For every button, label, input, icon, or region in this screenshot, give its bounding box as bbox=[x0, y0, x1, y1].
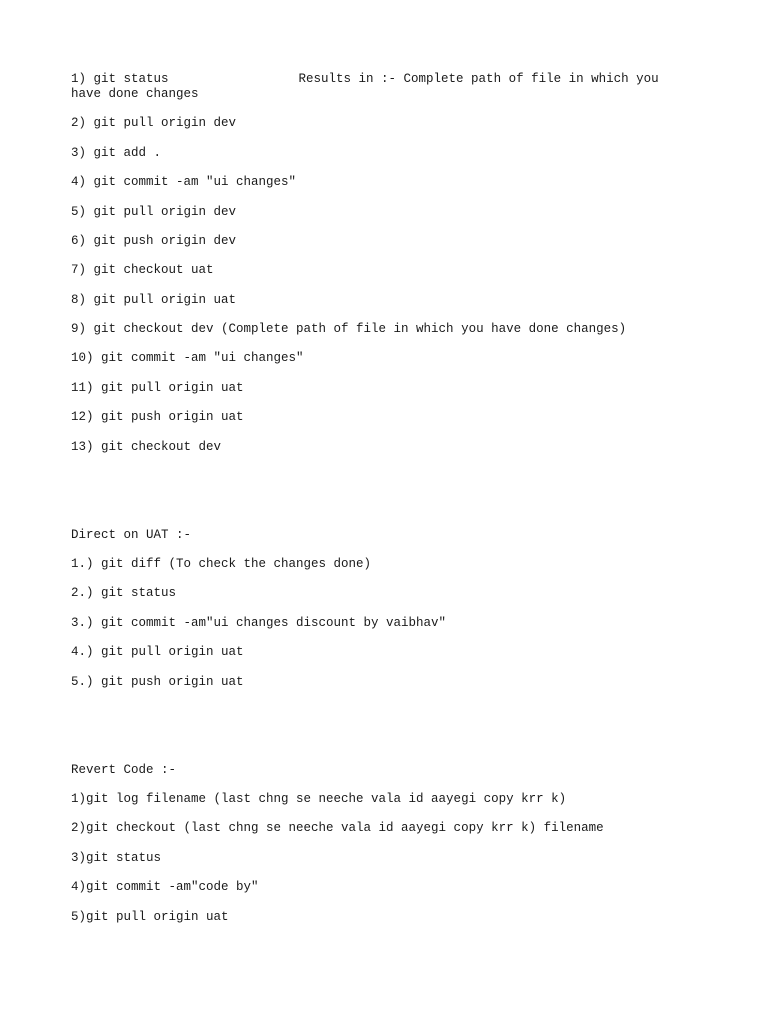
revert-step-2: 2)git checkout (last chng se neeche vala id aayegi copy krr k) filename bbox=[71, 821, 604, 835]
step-1-line bbox=[71, 72, 681, 102]
step-7: 7) git checkout uat bbox=[71, 263, 214, 277]
step-3: 3) git add . bbox=[71, 146, 162, 160]
direct-uat-heading: Direct on UAT :- bbox=[71, 528, 192, 542]
step-13: 13) git checkout dev bbox=[71, 440, 222, 454]
step-1-command: 1) git status bbox=[71, 72, 169, 86]
direct-uat-step-1: 1.) git diff (To check the changes done) bbox=[71, 557, 372, 571]
step-5: 5) git pull origin dev bbox=[71, 205, 237, 219]
revert-step-1: 1)git log filename (last chng se neeche vala id aayegi copy krr k) bbox=[71, 792, 567, 806]
revert-step-5: 5)git pull origin uat bbox=[71, 910, 229, 924]
step-11: 11) git pull origin uat bbox=[71, 381, 244, 395]
step-2: 2) git pull origin dev bbox=[71, 116, 237, 130]
step-10: 10) git commit -am "ui changes" bbox=[71, 351, 304, 365]
step-9: 9) git checkout dev (Complete path of file in which you have done changes) bbox=[71, 322, 627, 336]
step-4: 4) git commit -am "ui changes" bbox=[71, 175, 297, 189]
direct-uat-step-2: 2.) git status bbox=[71, 586, 177, 600]
step-6: 6) git push origin dev bbox=[71, 234, 237, 248]
direct-uat-step-3: 3.) git commit -am"ui changes discount by vaibhav" bbox=[71, 616, 447, 630]
step-12: 12) git push origin uat bbox=[71, 410, 244, 424]
revert-step-3: 3)git status bbox=[71, 851, 162, 865]
revert-step-4: 4)git commit -am"code by" bbox=[71, 880, 259, 894]
direct-uat-step-4: 4.) git pull origin uat bbox=[71, 645, 244, 659]
step-1-result-note: Results in :- Complete path of file in which you have done changes bbox=[71, 72, 659, 101]
revert-code-heading: Revert Code :- bbox=[71, 763, 177, 777]
step-8: 8) git pull origin uat bbox=[71, 293, 237, 307]
direct-uat-step-5: 5.) git push origin uat bbox=[71, 675, 244, 689]
